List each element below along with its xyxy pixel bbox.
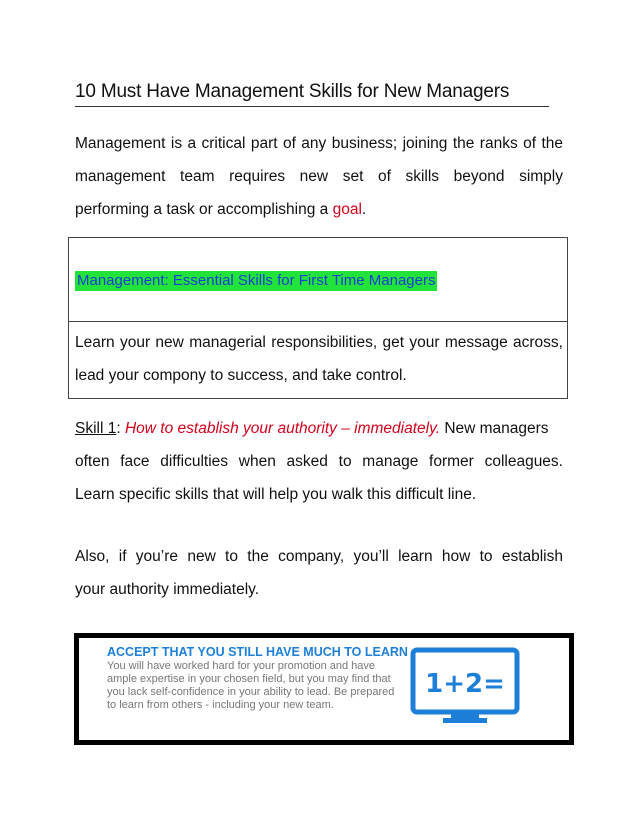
- also-line: Also, if you’re new to the company, you’ll learn how to establish: [75, 548, 563, 565]
- course-line: Learn your new managerial responsibilities, get your message across,: [75, 334, 563, 351]
- also-line: your authority immediately.: [75, 581, 260, 598]
- banner-body-line: you lack self-confidence in your ability to lead. Be prepared: [107, 686, 395, 698]
- intro-line: Management is a critical part of any business; joining the ranks of the: [75, 135, 563, 152]
- course-line: lead your compony to success, and take control.: [75, 367, 407, 384]
- intro-paragraph: [75, 127, 563, 226]
- skill1-line: [75, 412, 563, 445]
- box-divider: [69, 321, 567, 322]
- skill1-colon: :: [116, 420, 125, 437]
- skill1-line: Learn specific skills that will help you walk this difficult line.: [75, 486, 477, 503]
- skill1-paragraph: [75, 412, 563, 511]
- banner-body-line: ample expertise in your chosen field, but you may find that: [107, 673, 391, 685]
- course-description: [75, 326, 563, 392]
- monitor-text: 1+2=: [425, 669, 505, 699]
- skill1-line: often face difficulties when asked to manage former colleagues.: [75, 453, 563, 470]
- skill1-headline: How to establish your authority – immediately.: [124, 420, 441, 437]
- banner-text: [107, 645, 407, 712]
- banner-body-line: You will have worked hard for your promotion and have: [107, 660, 376, 672]
- also-paragraph: [75, 540, 563, 606]
- intro-text: performing a task or accomplishing a: [75, 201, 333, 218]
- monitor-icon: [409, 646, 521, 726]
- intro-line: management team requires new set of skills beyond simply: [75, 168, 563, 185]
- intro-line: [75, 193, 563, 226]
- goal-link[interactable]: goal: [332, 201, 362, 218]
- learning-banner-image: [74, 633, 574, 745]
- intro-period: .: [361, 201, 367, 218]
- banner-heading: ACCEPT THAT YOU STILL HAVE MUCH TO LEARN: [107, 645, 408, 659]
- page-title: 10 Must Have Management Skills for New Managers: [75, 80, 549, 107]
- banner-body: [107, 660, 407, 712]
- course-heading-link[interactable]: Management: Essential Skills for First Time Managers: [77, 272, 436, 289]
- banner-inner: [79, 638, 569, 740]
- skill1-text: New managers: [440, 420, 549, 437]
- skill1-label: Skill 1: [75, 420, 117, 437]
- banner-body-line: to learn from others - including your new team.: [107, 699, 334, 711]
- course-box: [68, 237, 568, 399]
